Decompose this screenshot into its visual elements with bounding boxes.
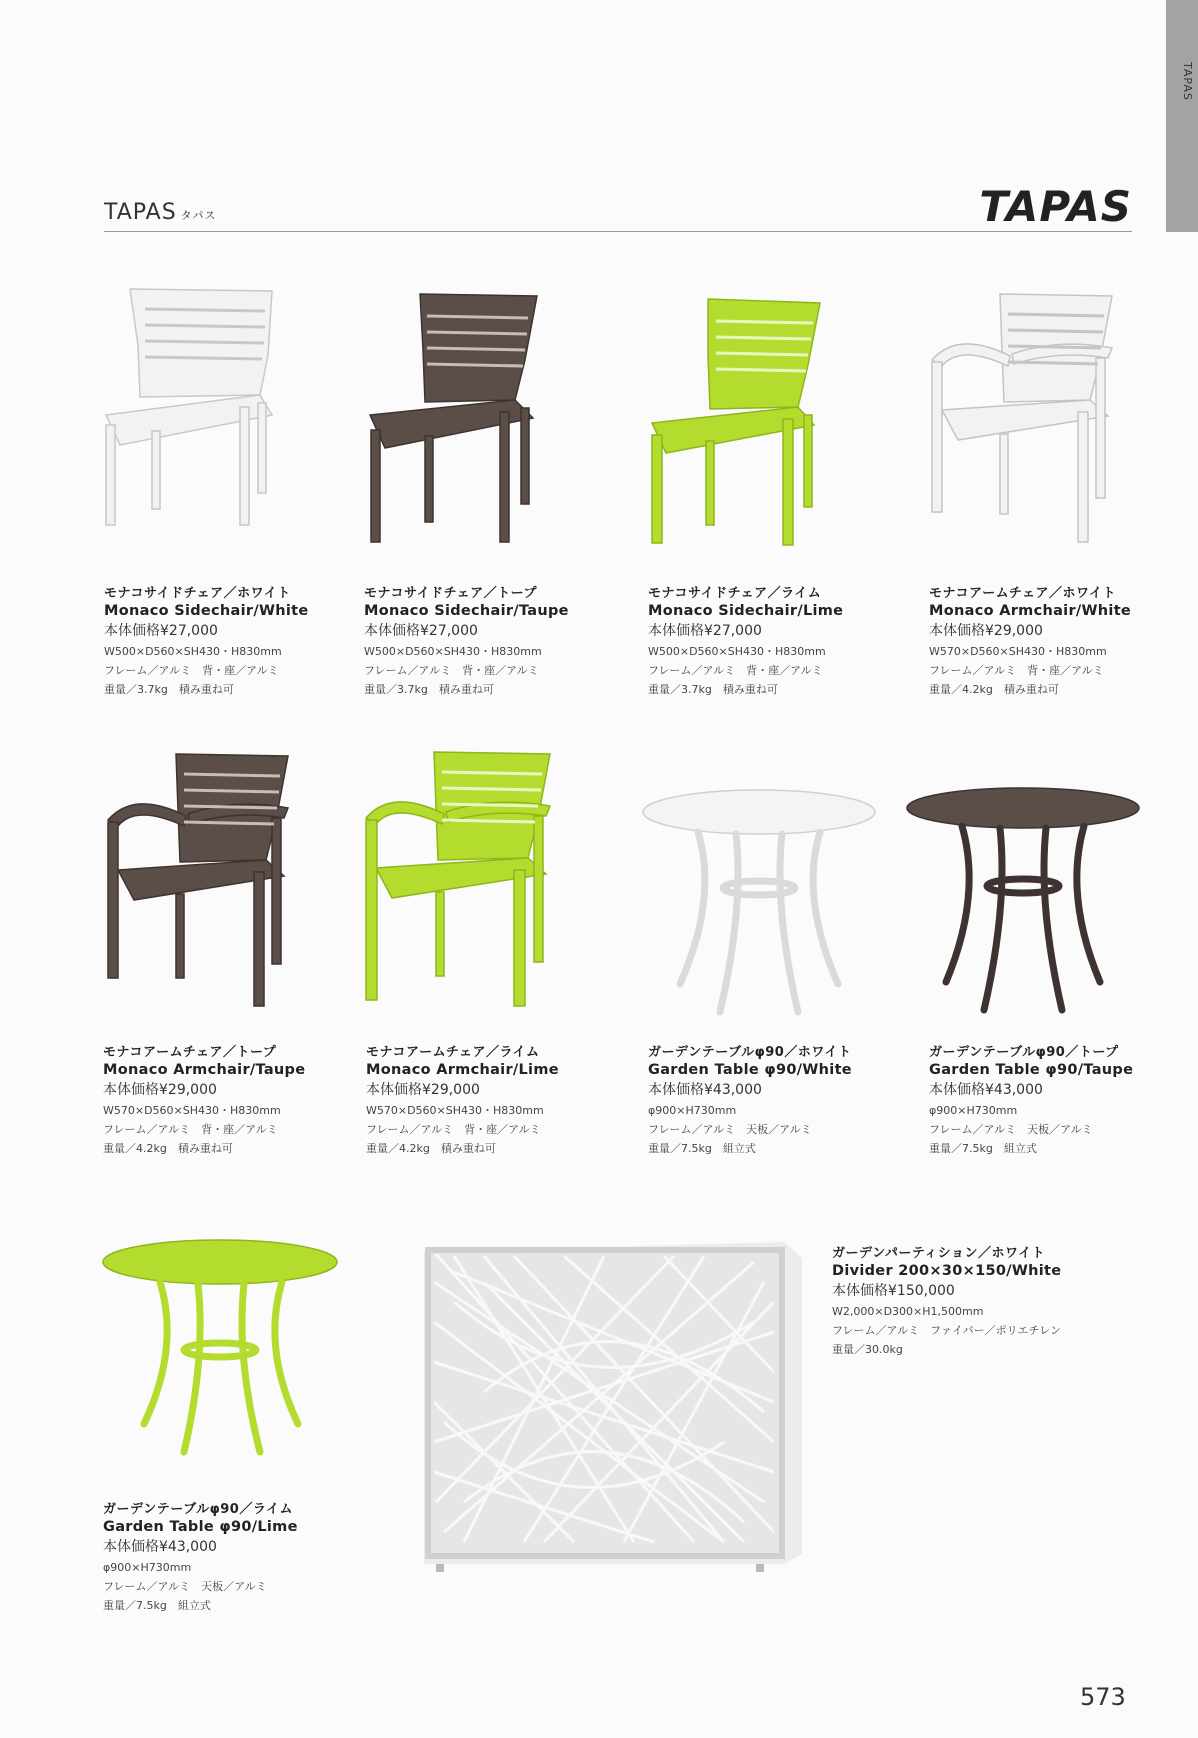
product-name-en: Monaco Sidechair/White: [104, 603, 309, 619]
product-material: フレーム／アルミ 背・座／アルミ: [103, 1123, 278, 1136]
product-size: φ900×H730mm: [929, 1104, 1018, 1117]
product-image-sidechair-white: [100, 285, 280, 535]
product-caption: [929, 1041, 1198, 1156]
product-price: 本体価格¥43,000: [648, 1082, 762, 1098]
product-price: 本体価格¥29,000: [929, 623, 1043, 639]
product-size: φ900×H730mm: [103, 1561, 192, 1574]
product-name-jp: ガーデンパーティション／ホワイト: [832, 1246, 1046, 1261]
product-price: 本体価格¥150,000: [832, 1283, 955, 1299]
product-name-jp: モナコサイドチェア／ライム: [648, 586, 822, 601]
product-size: φ900×H730mm: [648, 1104, 737, 1117]
product-caption: [832, 1242, 1132, 1357]
product-material: フレーム／アルミ 背・座／アルミ: [648, 664, 823, 677]
product-price: 本体価格¥29,000: [103, 1082, 217, 1098]
product-image-table-taupe: [904, 786, 1142, 1018]
product-weight: 重量／3.7kg 積み重ね可: [364, 683, 494, 696]
product-image-armchair-white: [928, 290, 1118, 550]
product-size: W570×D560×SH430・H830mm: [366, 1104, 544, 1117]
section-title-kana: タパス: [180, 209, 217, 222]
product-weight: 重量／3.7kg 積み重ね可: [648, 683, 778, 696]
product-caption: [929, 582, 1198, 697]
product-name-en: Monaco Armchair/White: [929, 603, 1132, 619]
product-material: フレーム／アルミ ファイバー／ポリエチレン: [832, 1324, 1061, 1337]
product-caption: [364, 582, 634, 697]
section-title: [104, 200, 217, 225]
product-price: 本体価格¥27,000: [104, 623, 218, 639]
product-size: W500×D560×SH430・H830mm: [104, 645, 282, 658]
product-price: 本体価格¥29,000: [366, 1082, 480, 1098]
product-material: フレーム／アルミ 背・座／アルミ: [364, 664, 539, 677]
product-image-sidechair-taupe: [365, 290, 545, 550]
product-name-en: Garden Table φ90/Taupe: [929, 1062, 1134, 1078]
product-image-sidechair-lime: [648, 295, 828, 550]
product-name-en: Monaco Armchair/Taupe: [103, 1062, 306, 1078]
product-name-jp: モナコサイドチェア／トープ: [364, 586, 538, 601]
product-caption: [104, 582, 374, 697]
product-name-jp: モナコアームチェア／ホワイト: [929, 586, 1117, 601]
product-image-armchair-lime: [362, 748, 557, 1013]
product-name-en: Garden Table φ90/Lime: [103, 1519, 298, 1535]
product-name-jp: ガーデンテーブルφ90／ホワイト: [648, 1045, 852, 1060]
product-image-divider-white: [424, 1242, 802, 1572]
product-name-en: Divider 200×30×150/White: [832, 1263, 1062, 1279]
side-tab-label: TAPAS: [1181, 62, 1194, 101]
product-size: W570×D560×SH430・H830mm: [929, 645, 1107, 658]
product-price: 本体価格¥27,000: [364, 623, 478, 639]
product-caption: [103, 1498, 373, 1613]
product-name-en: Monaco Sidechair/Taupe: [364, 603, 569, 619]
product-material: フレーム／アルミ 天板／アルミ: [648, 1123, 812, 1136]
product-size: W2,000×D300×H1,500mm: [832, 1305, 984, 1318]
side-index-tab: [1166, 0, 1198, 232]
product-caption: [648, 1041, 918, 1156]
section-title-text: TAPAS: [104, 200, 177, 225]
product-price: 本体価格¥27,000: [648, 623, 762, 639]
product-name-en: Garden Table φ90/White: [648, 1062, 852, 1078]
product-size: W500×D560×SH430・H830mm: [364, 645, 542, 658]
product-name-jp: モナコアームチェア／ライム: [366, 1045, 540, 1060]
product-weight: 重量／7.5kg 組立式: [103, 1599, 211, 1612]
brand-logo: TAPAS: [979, 182, 1132, 231]
product-price: 本体価格¥43,000: [929, 1082, 1043, 1098]
product-caption: [103, 1041, 373, 1156]
product-name-jp: ガーデンテーブルφ90／ライム: [103, 1502, 293, 1517]
product-material: フレーム／アルミ 背・座／アルミ: [929, 664, 1104, 677]
product-name-jp: ガーデンテーブルφ90／トープ: [929, 1045, 1119, 1060]
product-material: フレーム／アルミ 背・座／アルミ: [366, 1123, 541, 1136]
product-weight: 重量／7.5kg 組立式: [648, 1142, 756, 1155]
product-caption: [366, 1041, 636, 1156]
product-name-en: Monaco Armchair/Lime: [366, 1062, 559, 1078]
header-divider: [104, 231, 1132, 232]
product-weight: 重量／4.2kg 積み重ね可: [103, 1142, 233, 1155]
product-image-table-lime: [100, 1238, 340, 1460]
product-name-jp: モナコアームチェア／トープ: [103, 1045, 277, 1060]
product-name-jp: モナコサイドチェア／ホワイト: [104, 586, 291, 601]
product-weight: 重量／7.5kg 組立式: [929, 1142, 1037, 1155]
product-weight: 重量／4.2kg 積み重ね可: [929, 683, 1059, 696]
product-weight: 重量／30.0kg: [832, 1343, 903, 1356]
product-size: W570×D560×SH430・H830mm: [103, 1104, 281, 1117]
product-image-table-white: [640, 788, 878, 1018]
product-size: W500×D560×SH430・H830mm: [648, 645, 826, 658]
product-material: フレーム／アルミ 背・座／アルミ: [104, 664, 279, 677]
page-number: 573: [1080, 1683, 1126, 1711]
product-weight: 重量／3.7kg 積み重ね可: [104, 683, 234, 696]
product-caption: [648, 582, 918, 697]
product-price: 本体価格¥43,000: [103, 1539, 217, 1555]
product-weight: 重量／4.2kg 積み重ね可: [366, 1142, 496, 1155]
product-material: フレーム／アルミ 天板／アルミ: [929, 1123, 1093, 1136]
product-material: フレーム／アルミ 天板／アルミ: [103, 1580, 267, 1593]
product-name-en: Monaco Sidechair/Lime: [648, 603, 844, 619]
product-image-armchair-taupe: [104, 750, 294, 1012]
